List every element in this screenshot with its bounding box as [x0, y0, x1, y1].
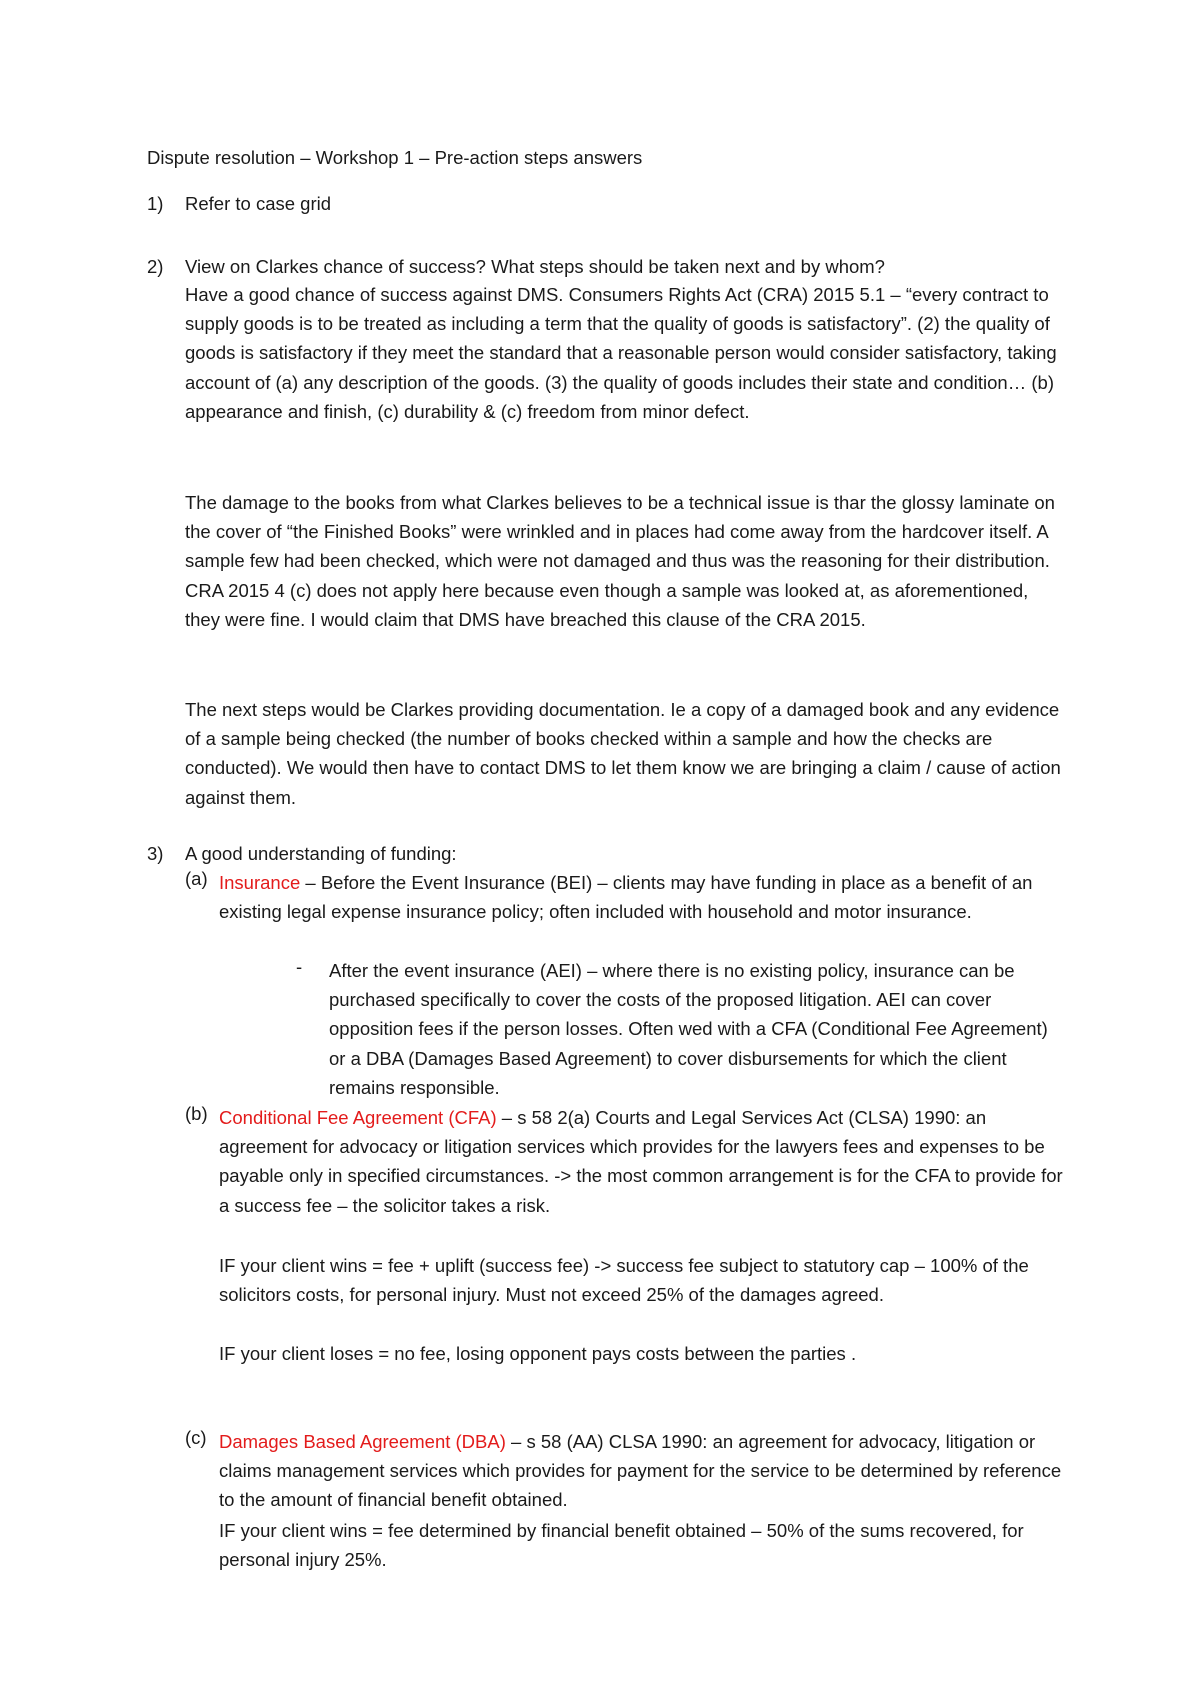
item-b-description: – s 58 2(a) Courts and Legal Services Act (CLSA) 1990: an agreement for advocacy or litigation services which provides for the lawyers fees and expenses to be payable only in specified circumstances. -> the most common arrangement is for the CFA to provide for a success fee – the solicitor takes a risk. — [219, 1107, 1063, 1216]
section-1 — [147, 193, 331, 215]
section-2-paragraph-2: The damage to the books from what Clarkes believes to be a technical issue is thar the glossy laminate on the cover of “the Finished Books” were wrinkled and in places had come away from the hardcover itself. A sample few had been checked, which were not damaged and thus was the reasoning for their distribution. CRA 2015 4 (c) does not apply here because even though a sample was looked at, as aforementioned, they were fine. I would claim that DMS have breached this clause of the CRA 2015. — [185, 492, 1055, 630]
item-a-description: – Before the Event Insurance (BEI) – clients may have funding in place as a benefit of an existing legal expense insurance policy; often included with household and motor insurance. — [219, 872, 1033, 923]
section-3-number: 3) — [147, 843, 164, 864]
item-a-label: (a) — [185, 868, 208, 889]
section-1-number: 1) — [147, 193, 164, 214]
item-b-term: Conditional Fee Agreement (CFA) — [219, 1107, 497, 1128]
item-c-term: Damages Based Agreement (DBA) — [219, 1431, 506, 1452]
document-title: Dispute resolution – Workshop 1 – Pre-action steps answers — [147, 147, 643, 168]
item-c-win: IF your client wins = fee determined by financial benefit obtained – 50% of the sums recovered, for personal injury 25%. — [219, 1520, 1024, 1571]
item-a-term: Insurance — [219, 872, 301, 893]
section-3-heading-line — [147, 843, 457, 865]
section-2-paragraph-3: The next steps would be Clarkes providing documentation. Ie a copy of a damaged book and any evidence of a sample being checked (the number of books checked within a sample and how the checks are conducted). We would then have to contact DMS to let them know we are bringing a claim / cause of action against them. — [185, 699, 1061, 808]
item-a-text — [219, 868, 1069, 926]
section-2-paragraph-1: Have a good chance of success against DMS. Consumers Rights Act (CRA) 2015 5.1 – “every contract to supply goods is to be treated as including a term that the quality of goods is satisfactory”. (2) the quality of goods is satisfactory if they meet the standard that a reasonable person would consider satisfactory, taking account of (a) any description of the goods. (3) the quality of goods includes their state and condition… (b) appearance and finish, (c) durability & (c) freedom from minor defect. — [185, 284, 1057, 422]
item-b-win: IF your client wins = fee + uplift (success fee) -> success fee subject to statutory cap – 100% of the solicitors costs, for personal injury. Must not exceed 25% of the damages agreed. — [219, 1255, 1029, 1306]
item-c-text — [219, 1427, 1069, 1515]
item-b-label: (b) — [185, 1103, 208, 1124]
section-2-number: 2) — [147, 256, 164, 277]
item-b-text — [219, 1103, 1069, 1220]
item-c-label: (c) — [185, 1427, 207, 1448]
section-2-question-line — [147, 256, 885, 278]
item-a-dash: - — [296, 956, 303, 977]
section-2-question: View on Clarkes chance of success? What steps should be taken next and by whom? — [185, 256, 885, 277]
item-c-description: – s 58 (AA) CLSA 1990: an agreement for advocacy, litigation or claims management services which provides for payment for the service to be determined by reference to the amount of financial benefit obtained. — [219, 1431, 1062, 1511]
item-b-lose: IF your client loses = no fee, losing opponent pays costs between the parties . — [219, 1343, 857, 1364]
item-a-dash-text: After the event insurance (AEI) – where there is no existing policy, insurance can be purchased specifically to cover the costs of the proposed litigation. AEI can cover opposition fees if the person losses. Often wed with a CFA (Conditional Fee Agreement) or a DBA (Damages Based Agreement) to cover disbursements for which the client remains responsible. — [329, 960, 1048, 1098]
section-3-heading: A good understanding of funding: — [185, 843, 457, 864]
section-1-text: Refer to case grid — [185, 193, 332, 214]
